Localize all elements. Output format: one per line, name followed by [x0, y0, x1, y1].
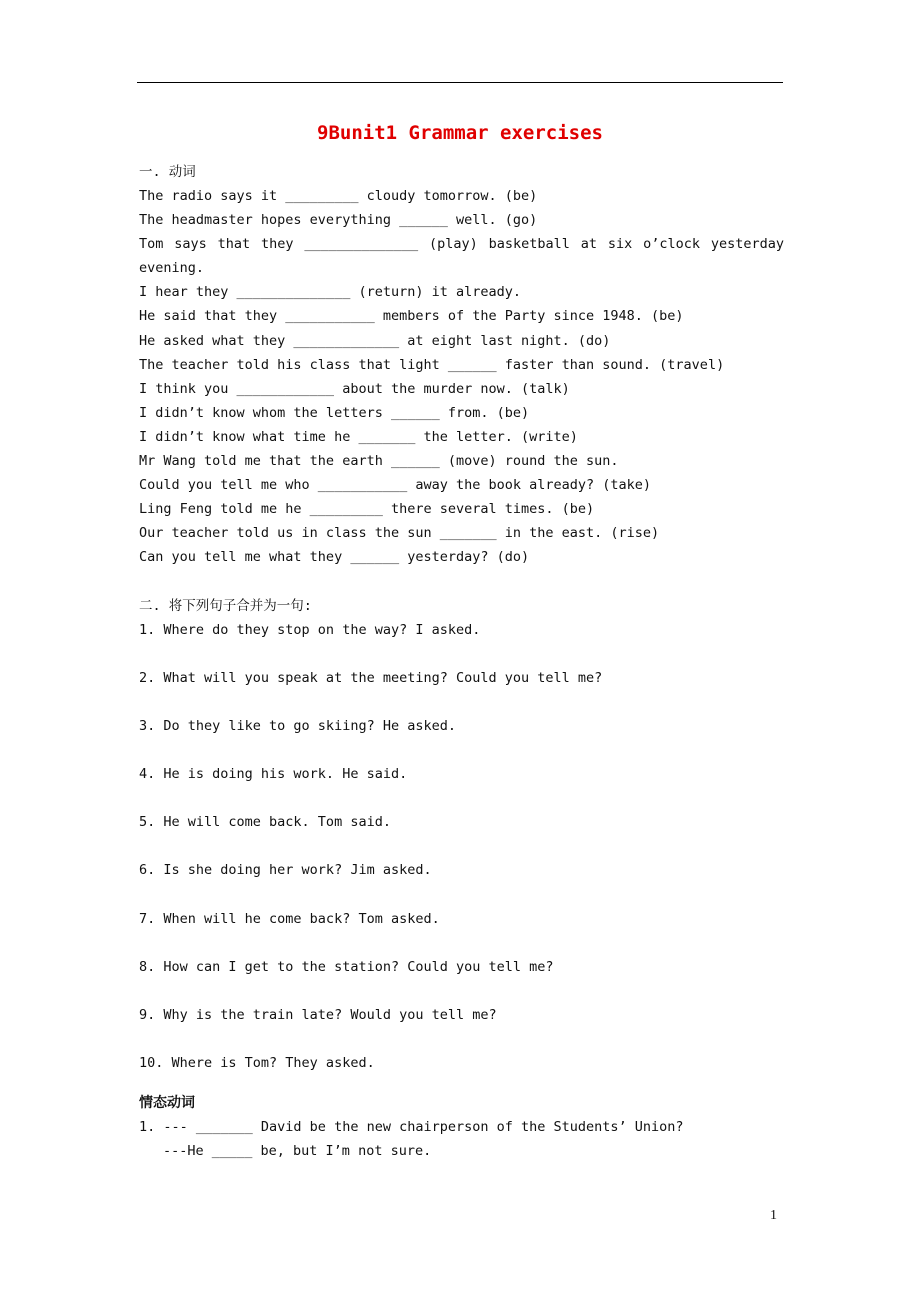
- exercise-line: The radio says it _________ cloudy tomorrow. (be): [139, 188, 538, 204]
- combine-item: 6. Is she doing her work? Jim asked.: [139, 862, 432, 879]
- exercise-line: Ling Feng told me he _________ there several times. (be): [139, 501, 595, 518]
- combine-item: 1. Where do they stop on the way? I asked.: [139, 621, 481, 638]
- exercise-line: The teacher told his class that light ______ faster than sound. (travel): [139, 356, 725, 373]
- section-heading-combine: 二. 将下列句子合并为一句:: [139, 597, 312, 614]
- spacer: [139, 1075, 784, 1089]
- exercise-line: He said that they ___________ members of the Party since 1948. (be): [139, 308, 684, 325]
- page-title: 9Bunit1 Grammar exercises: [317, 122, 603, 144]
- spacer: [139, 570, 784, 594]
- exercise-line: I didn’t know what time he _______ the letter. (write): [139, 428, 578, 445]
- combine-item: 4. He is doing his work. He said.: [139, 766, 408, 783]
- exercise-line: Could you tell me who ___________ away the book already? (take): [139, 477, 652, 494]
- exercise-line: I didn’t know whom the letters ______ from. (be): [139, 404, 530, 421]
- page-number: 1: [770, 1208, 777, 1223]
- section-heading-modal-verbs: 情态动词: [139, 1095, 195, 1112]
- exercise-line: The headmaster hopes everything ______ well. (go): [139, 212, 538, 229]
- combine-item: 7. When will he come back? Tom asked.: [139, 910, 440, 927]
- combine-item: 10. Where is Tom? They asked.: [139, 1055, 375, 1072]
- modal-question-line: 1. --- _______ David be the new chairperson of the Students’ Union?: [139, 1119, 684, 1136]
- exercise-line: Can you tell me what they ______ yesterday? (do): [139, 549, 530, 566]
- combine-item: 9. Why is the train late? Would you tell me?: [139, 1007, 497, 1023]
- combine-item: 3. Do they like to go skiing? He asked.: [139, 717, 456, 734]
- modal-answer-line: ---He _____ be, but I’m not sure.: [163, 1143, 432, 1160]
- exercise-line: Our teacher told us in class the sun _______ in the east. (rise): [139, 525, 660, 542]
- exercise-line: Tom says that they ______________ (play) basketball at six o’clock yesterday: [139, 236, 784, 253]
- exercise-line: Mr Wang told me that the earth ______ (move) round the sun.: [139, 453, 619, 470]
- section-heading-verbs: 一. 动词: [139, 164, 196, 180]
- header-rule: [137, 82, 783, 83]
- document-body: [139, 160, 784, 1163]
- combine-item: 5. He will come back. Tom said.: [139, 814, 391, 831]
- exercise-line: I think you ____________ about the murder now. (talk): [139, 380, 570, 397]
- exercise-line: evening.: [139, 260, 205, 277]
- combine-item: 2. What will you speak at the meeting? Could you tell me?: [139, 669, 603, 686]
- exercise-line: He asked what they _____________ at eight last night. (do): [139, 332, 611, 349]
- combine-item: 8. How can I get to the station? Could you tell me?: [139, 958, 554, 975]
- exercise-line: I hear they ______________ (return) it already.: [139, 284, 522, 301]
